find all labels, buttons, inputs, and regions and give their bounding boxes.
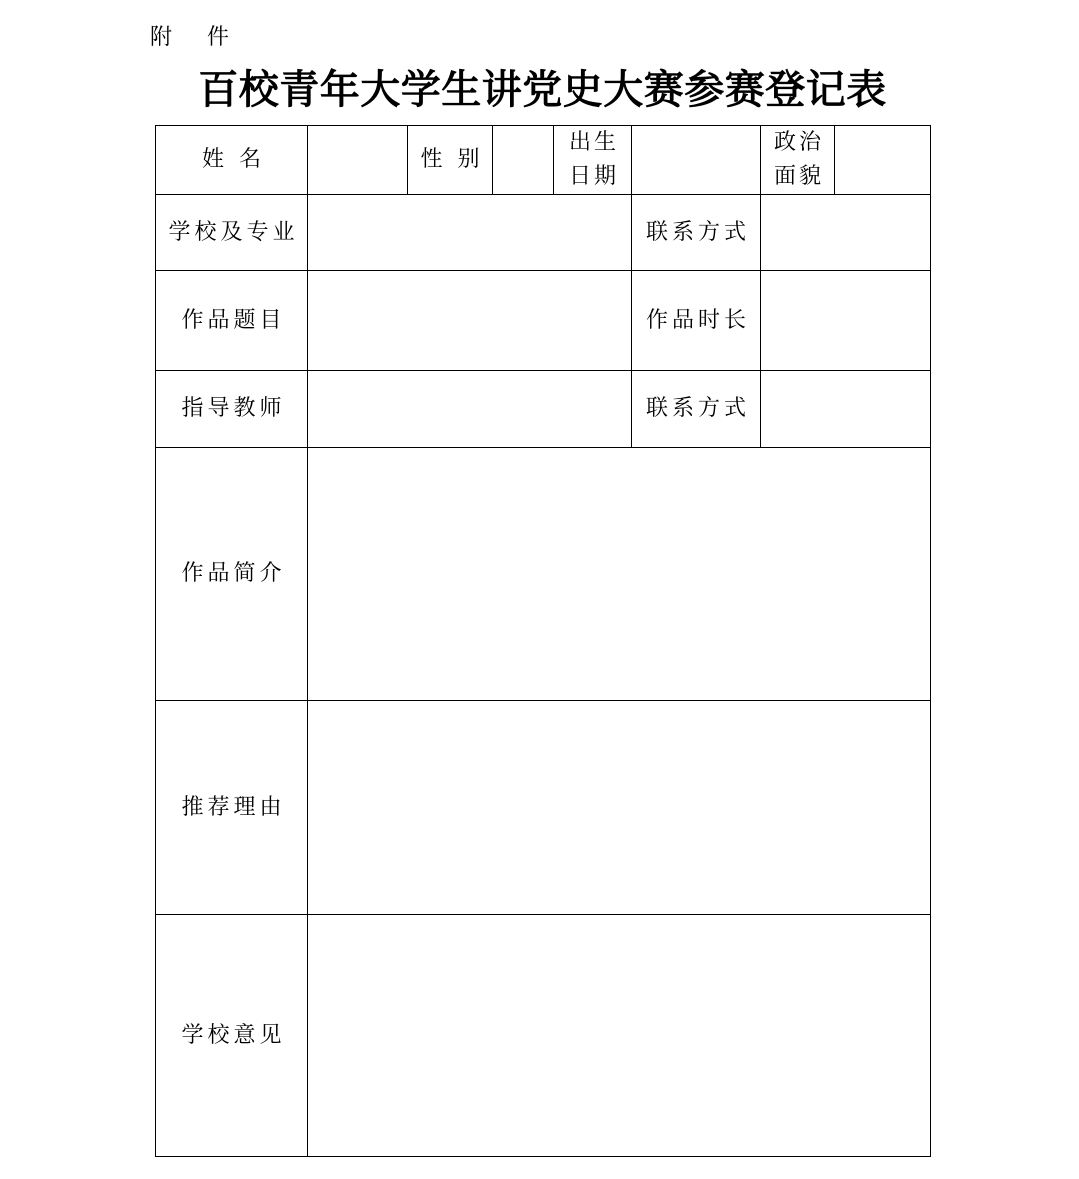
school-major-label: 学校及专业 [156,195,308,271]
work-duration-label: 作品时长 [632,271,761,371]
form-row-basic-info [156,126,931,195]
advisor-contact-value-cell [761,371,931,448]
political-status-label-line-1: 政治 [773,130,824,155]
work-summary-label: 作品简介 [156,448,308,701]
political-status-label-line-2: 面貌 [773,164,824,189]
work-duration-value-cell [761,271,931,371]
advisor-contact-label: 联系方式 [632,371,761,448]
contact-label: 联系方式 [632,195,761,271]
name-value-cell [308,126,408,195]
form-row-recommendation [156,701,931,915]
contact-value-cell [761,195,931,271]
birth-date-value-cell [632,126,761,195]
form-row-advisor [156,371,931,448]
advisor-value-cell [308,371,632,448]
recommendation-reason-label: 推荐理由 [156,701,308,915]
school-major-value-cell [308,195,632,271]
work-title-label: 作品题目 [156,271,308,371]
work-summary-value-cell [308,448,931,701]
form-row-work-summary [156,448,931,701]
recommendation-reason-value-cell [308,701,931,915]
birth-date-label-line-2: 日期 [568,164,619,189]
form-row-work-title [156,271,931,371]
form-row-school-opinion [156,915,931,1157]
name-label: 姓 名 [156,126,308,195]
school-opinion-label: 学校意见 [156,915,308,1157]
registration-form-table [155,125,931,1157]
birth-date-label-line-1: 出生 [568,130,619,155]
form-row-school [156,195,931,271]
gender-label: 性 别 [408,126,493,195]
school-opinion-value-cell [308,915,931,1157]
attachment-label: 附 件 [150,25,235,50]
advisor-label: 指导教师 [156,371,308,448]
form-title: 百校青年大学生讲党史大赛参赛登记表 [198,66,887,113]
political-status-label [761,126,835,195]
political-status-value-cell [835,126,931,195]
gender-value-cell [493,126,554,195]
work-title-value-cell [308,271,632,371]
birth-date-label [554,126,632,195]
